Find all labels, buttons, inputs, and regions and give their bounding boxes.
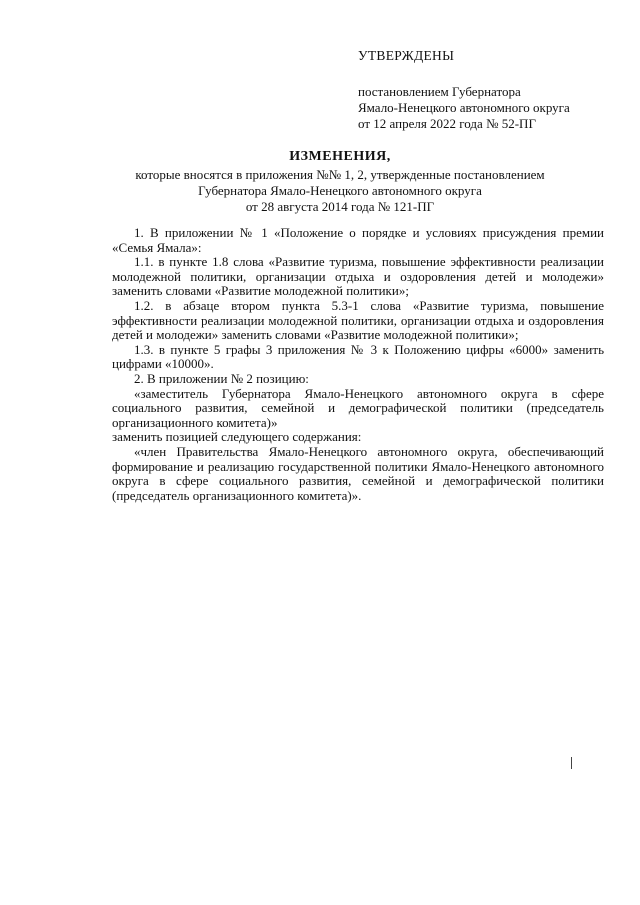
paragraph-1: 1. В приложении № 1 «Положение о порядке и условиях присуждения премии «Семья Ямала»: xyxy=(112,225,604,255)
paragraph-1-1: 1.1. в пункте 1.8 слова «Развитие туризма, повышение эффективности реализации молодежной политики, организации отдыха и оздоровления детей и молодежи» заменить словами «Развитие молодежной политики»; xyxy=(112,254,604,299)
paragraph-old-position: «заместитель Губернатора Ямало-Ненецкого автономного округа в сфере социального развития, семейной и демографической политики (председатель организационного комитета)» xyxy=(112,385,604,430)
paragraph-replace-with: заменить позицией следующего содержания: xyxy=(112,429,362,445)
approval-line-region: Ямало-Ненецкого автономного округа xyxy=(358,100,570,115)
approval-line-date: от 12 апреля 2022 года № 52-ПГ xyxy=(358,116,536,131)
document-body xyxy=(112,226,604,503)
document-heading xyxy=(80,149,600,215)
paragraph-2: 2. В приложении № 2 позицию: xyxy=(134,370,309,386)
heading-line-3: от 28 августа 2014 года № 121-ПГ xyxy=(245,199,435,214)
paragraph-new-position: «член Правительства Ямало-Ненецкого автономного округа, обеспечивающий формирование и реализацию государственной политики Ямало-Ненецкого автономного округа в сфере социального развития, семейной и демографической политики (председатель организационного комитета)». xyxy=(112,443,604,503)
approval-line-resolution: постановлением Губернатора xyxy=(358,84,521,99)
approval-block xyxy=(358,48,628,132)
paragraph-1-3: 1.3. в пункте 5 графы 3 приложения № 3 к Положению цифры «6000» заменить цифрами «10000». xyxy=(112,341,604,372)
margin-mark xyxy=(571,757,572,769)
paragraph-1-2: 1.2. в абзаце втором пункта 5.3-1 слова «Развитие туризма, повышение эффективности реализации молодежной политики, организации отдыха и оздоровления детей и молодежи» заменить словами «Развитие молодежной политики»; xyxy=(112,297,604,343)
heading-line-1: которые вносятся в приложения №№ 1, 2, утвержденные постановлением xyxy=(135,167,545,182)
document-title: ИЗМЕНЕНИЯ, xyxy=(289,149,391,164)
heading-line-2: Губернатора Ямало-Ненецкого автономного округа xyxy=(198,183,482,198)
approval-title: УТВЕРЖДЕНЫ xyxy=(358,48,455,63)
